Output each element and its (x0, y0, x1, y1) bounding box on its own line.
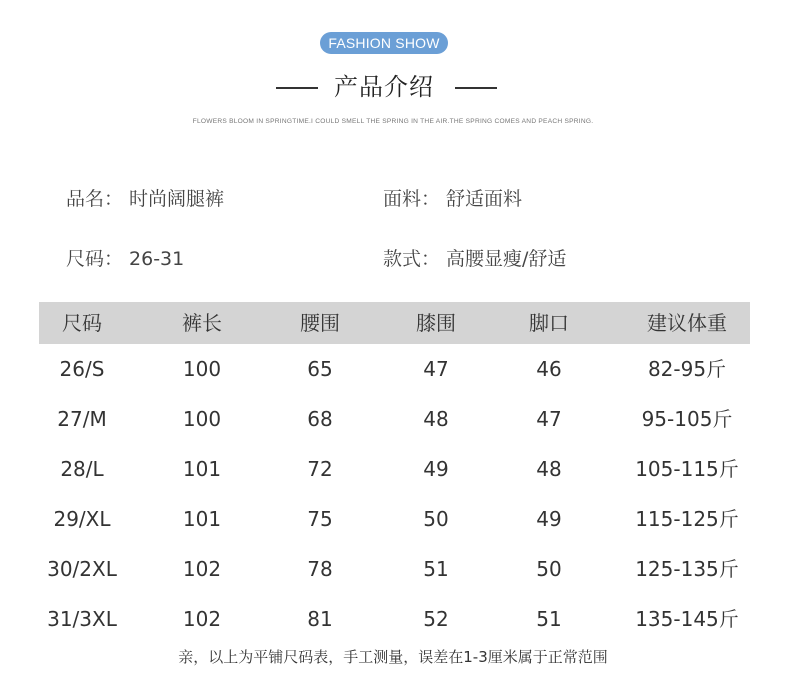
table-cell: 47 (423, 357, 449, 381)
title-line-left (276, 87, 318, 89)
table-cell: 30/2XL (47, 557, 117, 581)
table-cell: 51 (536, 607, 562, 631)
table-cell: 105-115斤 (635, 457, 739, 481)
table-row (39, 594, 750, 644)
table-cell: 72 (307, 457, 333, 481)
table-cell: 26/S (59, 357, 105, 381)
table-cell: 115-125斤 (635, 507, 739, 531)
table-cell: 48 (423, 407, 449, 431)
table-cell: 50 (536, 557, 562, 581)
table-header-row (39, 302, 750, 344)
table-cell: 49 (423, 457, 449, 481)
table-cell: 125-135斤 (635, 557, 739, 581)
table-header-cell: 尺码 (62, 311, 102, 335)
table-cell: 31/3XL (47, 607, 117, 631)
table-cell: 135-145斤 (635, 607, 739, 631)
table-cell: 82-95斤 (647, 357, 727, 381)
product-name-value: 时尚阔腿裤 (129, 188, 225, 210)
fabric (383, 184, 522, 211)
size-range (66, 244, 184, 271)
table-header-cell: 腰围 (300, 311, 340, 335)
section-title (0, 70, 790, 104)
table-cell: 101 (182, 457, 222, 481)
table-cell: 51 (423, 557, 449, 581)
table-header-cell: 裤长 (182, 311, 222, 335)
measurement-note: 亲，以上为平铺尺码表，手工测量，误差在1-3厘米属于正常范围 (178, 648, 608, 666)
product-name (66, 184, 224, 211)
fashion-show-badge: FASHION SHOW (320, 32, 448, 54)
table-cell: 50 (423, 507, 449, 531)
table-cell: 102 (182, 557, 222, 581)
table-cell: 102 (182, 607, 222, 631)
table-header-cell: 脚口 (529, 311, 569, 335)
table-row (39, 394, 750, 444)
table-row (39, 544, 750, 594)
fabric-value: 舒适面料 (446, 188, 523, 210)
fabric-label: 面料： (383, 188, 441, 210)
table-cell: 101 (182, 507, 222, 531)
style-label: 款式： (383, 248, 441, 270)
table-cell: 47 (536, 407, 562, 431)
table-row (39, 344, 750, 394)
table-cell: 46 (536, 357, 562, 381)
table-cell: 95-105斤 (641, 407, 733, 431)
table-cell: 100 (182, 357, 222, 381)
table-cell: 81 (307, 607, 333, 631)
table-cell: 78 (307, 557, 333, 581)
style (383, 244, 566, 271)
size-range-label: 尺码： (66, 248, 124, 270)
table-cell: 28/L (60, 457, 104, 481)
table-cell: 68 (307, 407, 333, 431)
table-row (39, 494, 750, 544)
title-line-right (455, 87, 497, 89)
size-range-value: 26-31 (129, 248, 185, 270)
table-cell: 100 (182, 407, 222, 431)
style-value: 高腰显瘦/舒适 (446, 248, 567, 270)
table-cell: 65 (307, 357, 333, 381)
table-header-cell: 建议体重 (647, 311, 727, 335)
table-cell: 75 (307, 507, 333, 531)
table-cell: 27/M (57, 407, 107, 431)
table-cell: 48 (536, 457, 562, 481)
table-row (39, 444, 750, 494)
table-cell: 52 (423, 607, 449, 631)
tagline: FLOWERS BLOOM IN SPRINGTIME.I COULD SMELL THE SPRING IN THE AIR.THE SPRING COMES AND PEACH SPRING. (192, 118, 594, 125)
title-text: 产品介绍 (334, 73, 434, 101)
product-name-label: 品名： (66, 188, 124, 210)
size-table (39, 302, 750, 644)
table-cell: 49 (536, 507, 562, 531)
table-cell: 29/XL (53, 507, 111, 531)
table-header-cell: 膝围 (416, 311, 456, 335)
